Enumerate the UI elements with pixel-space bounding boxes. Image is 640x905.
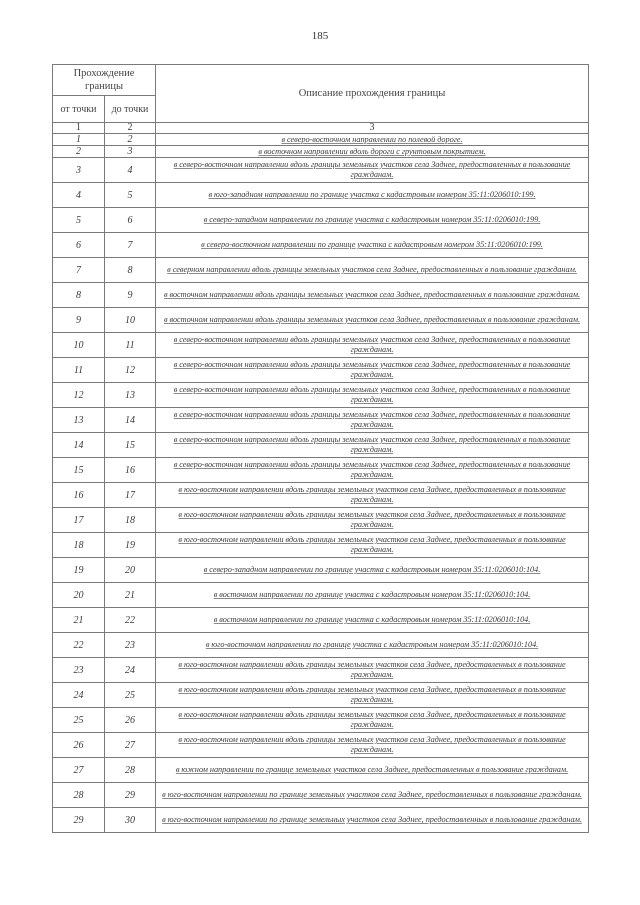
description-text: в восточном направлении по границе участка с кадастровым номером 35:11:0206010:104. xyxy=(213,615,531,624)
description-text: в северо-восточном направлении вдоль границы земельных участков села Заднее, предоставленных в пользование гражданам. xyxy=(173,460,571,479)
description-text: в северо-восточном направлении вдоль границы земельных участков села Заднее, предоставленных в пользование гражданам. xyxy=(173,360,571,379)
description-text: в северо-западном направлении по границе участка с кадастровым номером 35:11:0206010:199. xyxy=(203,215,541,224)
description-cell xyxy=(156,433,589,458)
description-cell xyxy=(156,258,589,283)
to-point-cell: 26 xyxy=(105,708,156,733)
column-number-row xyxy=(53,123,589,134)
to-point-cell: 30 xyxy=(105,808,156,833)
from-point-cell: 3 xyxy=(53,158,105,183)
description-text: в юго-восточном направлении по границе участка с кадастровым номером 35:11:0206010:104. xyxy=(205,640,539,649)
header-from-point: от точки xyxy=(53,96,105,123)
to-point-cell: 14 xyxy=(105,408,156,433)
description-text: в юго-восточном направлении вдоль границы земельных участков села Заднее, предоставленных в пользование гражданам. xyxy=(178,660,566,679)
description-cell xyxy=(156,233,589,258)
boundary-table xyxy=(52,64,589,833)
to-point-cell: 21 xyxy=(105,583,156,608)
description-cell xyxy=(156,508,589,533)
table-row xyxy=(53,134,589,146)
to-point-cell: 20 xyxy=(105,558,156,583)
description-text: в юго-восточном направлении вдоль границы земельных участков села Заднее, предоставленных в пользование гражданам. xyxy=(178,485,566,504)
from-point-cell: 4 xyxy=(53,183,105,208)
to-point-cell: 22 xyxy=(105,608,156,633)
to-point-cell: 15 xyxy=(105,433,156,458)
from-point-cell: 13 xyxy=(53,408,105,433)
description-text: в юго-восточном направлении вдоль границы земельных участков села Заднее, предоставленных в пользование гражданам. xyxy=(178,685,566,704)
description-text: в восточном направлении вдоль дороги с грунтовым покрытием. xyxy=(258,146,486,156)
description-cell xyxy=(156,358,589,383)
table-row xyxy=(53,333,589,358)
description-text: в восточном направлении вдоль границы земельных участков села Заднее, предоставленных в пользование гражданам. xyxy=(163,315,581,324)
description-text: в южном направлении по границе земельных участков села Заднее, предоставленных в пользование гражданам. xyxy=(175,765,569,774)
description-cell xyxy=(156,758,589,783)
table-row xyxy=(53,233,589,258)
to-point-cell: 28 xyxy=(105,758,156,783)
table-row xyxy=(53,458,589,483)
description-text: в восточном направлении по границе участка с кадастровым номером 35:11:0206010:104. xyxy=(213,590,531,599)
to-point-cell: 24 xyxy=(105,658,156,683)
table-row xyxy=(53,533,589,558)
description-text: в юго-восточном направлении по границе земельных участков села Заднее, предоставленных в пользование гражданам. xyxy=(162,815,582,824)
table-row xyxy=(53,583,589,608)
description-text: в северо-восточном направлении вдоль границы земельных участков села Заднее, предоставленных в пользование гражданам. xyxy=(173,335,571,354)
description-cell xyxy=(156,134,589,146)
to-point-cell: 29 xyxy=(105,783,156,808)
from-point-cell: 22 xyxy=(53,633,105,658)
description-text: в северо-восточном направлении вдоль границы земельных участков села Заднее, предоставленных в пользование гражданам. xyxy=(173,385,571,404)
to-point-cell: 4 xyxy=(105,158,156,183)
header-description: Описание прохождения границы xyxy=(156,65,589,123)
from-point-cell: 14 xyxy=(53,433,105,458)
table-row xyxy=(53,633,589,658)
description-cell xyxy=(156,458,589,483)
description-cell xyxy=(156,808,589,833)
from-point-cell: 15 xyxy=(53,458,105,483)
to-point-cell: 19 xyxy=(105,533,156,558)
to-point-cell: 10 xyxy=(105,308,156,333)
header-to-point: до точки xyxy=(105,96,156,123)
description-cell xyxy=(156,283,589,308)
table-row xyxy=(53,383,589,408)
table-row xyxy=(53,208,589,233)
from-point-cell: 10 xyxy=(53,333,105,358)
to-point-cell: 9 xyxy=(105,283,156,308)
description-text: в северном направлении вдоль границы земельных участков села Заднее, предоставленных в пользование гражданам. xyxy=(167,265,577,274)
description-text: в северо-восточном направлении по полевой дороге. xyxy=(281,134,463,144)
description-text: в юго-восточном направлении вдоль границы земельных участков села Заднее, предоставленных в пользование гражданам. xyxy=(178,710,566,729)
to-point-cell: 8 xyxy=(105,258,156,283)
table-row xyxy=(53,146,589,158)
description-cell xyxy=(156,308,589,333)
description-cell xyxy=(156,558,589,583)
from-point-cell: 7 xyxy=(53,258,105,283)
from-point-cell: 17 xyxy=(53,508,105,533)
from-point-cell: 21 xyxy=(53,608,105,633)
from-point-cell: 25 xyxy=(53,708,105,733)
description-cell xyxy=(156,146,589,158)
description-text: в северо-восточном направлении вдоль границы земельных участков села Заднее, предоставленных в пользование гражданам. xyxy=(173,160,571,179)
description-cell xyxy=(156,608,589,633)
description-cell xyxy=(156,183,589,208)
description-text: в северо-восточном направлении по границе участка с кадастровым номером 35:11:0206010:199. xyxy=(201,240,543,249)
description-text: в юго-восточном направлении вдоль границы земельных участков села Заднее, предоставленных в пользование гражданам. xyxy=(178,510,566,529)
from-point-cell: 18 xyxy=(53,533,105,558)
description-cell xyxy=(156,333,589,358)
description-cell xyxy=(156,683,589,708)
description-cell xyxy=(156,783,589,808)
from-point-cell: 28 xyxy=(53,783,105,808)
from-point-cell: 12 xyxy=(53,383,105,408)
to-point-cell: 13 xyxy=(105,383,156,408)
from-point-cell: 2 xyxy=(53,146,105,158)
description-text: в северо-восточном направлении вдоль границы земельных участков села Заднее, предоставленных в пользование гражданам. xyxy=(173,410,571,429)
table-row xyxy=(53,158,589,183)
to-point-cell: 11 xyxy=(105,333,156,358)
page-number: 185 xyxy=(311,30,329,42)
table-row xyxy=(53,808,589,833)
from-point-cell: 16 xyxy=(53,483,105,508)
from-point-cell: 6 xyxy=(53,233,105,258)
description-cell xyxy=(156,208,589,233)
table-row xyxy=(53,258,589,283)
from-point-cell: 9 xyxy=(53,308,105,333)
to-point-cell: 7 xyxy=(105,233,156,258)
description-cell xyxy=(156,408,589,433)
description-text: в юго-восточном направлении вдоль границы земельных участков села Заднее, предоставленных в пользование гражданам. xyxy=(178,535,566,554)
description-text: в северо-восточном направлении вдоль границы земельных участков села Заднее, предоставленных в пользование гражданам. xyxy=(173,435,571,454)
description-cell xyxy=(156,733,589,758)
table-row xyxy=(53,308,589,333)
description-text: в северо-западном направлении по границе участка с кадастровым номером 35:11:0206010:104. xyxy=(203,565,541,574)
table-row xyxy=(53,608,589,633)
table-row xyxy=(53,408,589,433)
from-point-cell: 1 xyxy=(53,134,105,146)
description-cell xyxy=(156,708,589,733)
table-row xyxy=(53,508,589,533)
description-cell xyxy=(156,483,589,508)
from-point-cell: 11 xyxy=(53,358,105,383)
table-row xyxy=(53,283,589,308)
from-point-cell: 24 xyxy=(53,683,105,708)
from-point-cell: 5 xyxy=(53,208,105,233)
column-number: 2 xyxy=(105,123,156,134)
from-point-cell: 8 xyxy=(53,283,105,308)
table-row xyxy=(53,758,589,783)
description-cell xyxy=(156,633,589,658)
table-row xyxy=(53,733,589,758)
description-cell xyxy=(156,583,589,608)
from-point-cell: 26 xyxy=(53,733,105,758)
to-point-cell: 18 xyxy=(105,508,156,533)
table-row xyxy=(53,708,589,733)
to-point-cell: 23 xyxy=(105,633,156,658)
description-cell xyxy=(156,158,589,183)
to-point-cell: 3 xyxy=(105,146,156,158)
from-point-cell: 29 xyxy=(53,808,105,833)
description-text: в восточном направлении вдоль границы земельных участков села Заднее, предоставленных в пользование гражданам. xyxy=(163,290,581,299)
from-point-cell: 19 xyxy=(53,558,105,583)
to-point-cell: 6 xyxy=(105,208,156,233)
table-row xyxy=(53,658,589,683)
table-row xyxy=(53,558,589,583)
table-row xyxy=(53,358,589,383)
description-text: в юго-восточном направлении вдоль границы земельных участков села Заднее, предоставленных в пользование гражданам. xyxy=(178,735,566,754)
from-point-cell: 27 xyxy=(53,758,105,783)
column-number: 1 xyxy=(53,123,105,134)
to-point-cell: 5 xyxy=(105,183,156,208)
to-point-cell: 17 xyxy=(105,483,156,508)
to-point-cell: 12 xyxy=(105,358,156,383)
scan-mark xyxy=(560,893,590,901)
from-point-cell: 20 xyxy=(53,583,105,608)
description-cell xyxy=(156,383,589,408)
from-point-cell: 23 xyxy=(53,658,105,683)
column-number: 3 xyxy=(156,123,589,134)
table-row xyxy=(53,683,589,708)
to-point-cell: 16 xyxy=(105,458,156,483)
header-boundary-passage: Прохождение границы xyxy=(53,65,156,96)
to-point-cell: 2 xyxy=(105,134,156,146)
description-text: в юго-восточном направлении по границе земельных участков села Заднее, предоставленных в пользование гражданам. xyxy=(162,790,582,799)
to-point-cell: 25 xyxy=(105,683,156,708)
table-row xyxy=(53,483,589,508)
table-row xyxy=(53,783,589,808)
table-row xyxy=(53,183,589,208)
description-cell xyxy=(156,533,589,558)
to-point-cell: 27 xyxy=(105,733,156,758)
description-text: в юго-западном направлении по границе участка с кадастровым номером 35:11:0206010:199. xyxy=(208,190,536,199)
description-cell xyxy=(156,658,589,683)
table-row xyxy=(53,433,589,458)
